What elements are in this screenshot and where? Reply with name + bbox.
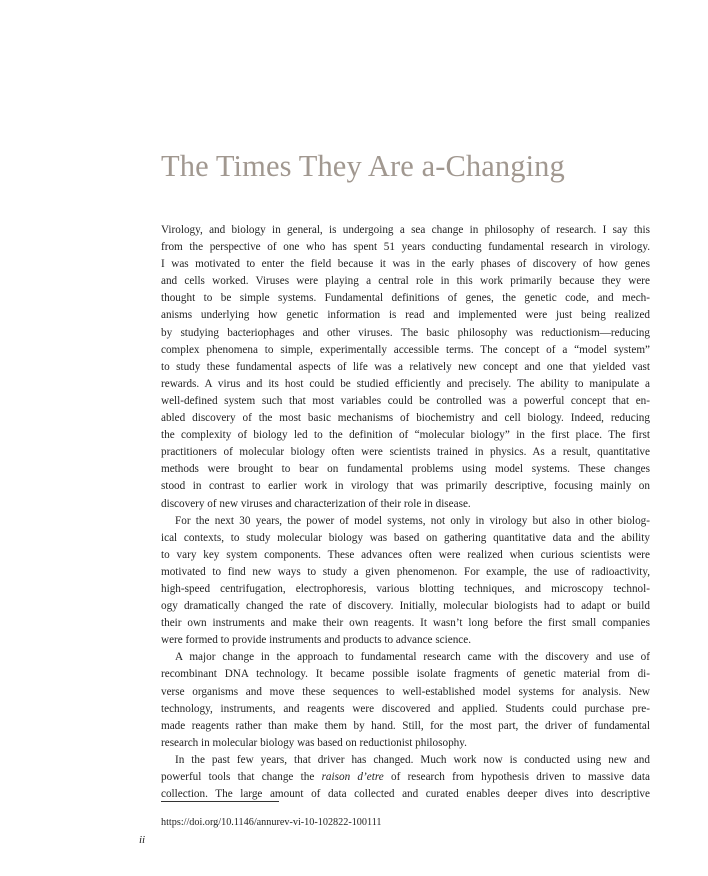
text-line: technology, instruments, and reagents were discovered and applied. Students could purchase pre-	[161, 702, 650, 715]
page-title: The Times They Are a-Changing	[161, 149, 565, 183]
text-line: Virology, and biology in general, is undergoing a sea change in philosophy of research. I say this	[161, 224, 650, 236]
text-line: ogy dramatically changed the rate of discovery. Initially, molecular biologists had to adapt or build	[161, 600, 650, 613]
doi-footnote: https://doi.org/10.1146/annurev-vi-10-102822-100111	[161, 817, 382, 828]
text-line: the complexity of biology led to the definition of “molecular biology” in the first place. The first	[161, 429, 650, 442]
text-line: their own instruments and make their own reagents. It wasn’t long before the first small companies	[161, 617, 650, 630]
text-line: methods were brought to bear on fundamental problems using model systems. These changes	[161, 463, 650, 476]
text-line: collection. The large amount of data collected and curated enables deeper dives into descriptive	[161, 788, 650, 801]
text-line: research in molecular biology was based on reductionist philosophy.	[161, 736, 467, 749]
text-line: I was motivated to enter the field because it was in the early phases of discovery of how genes	[161, 258, 650, 271]
text-line: to study these fundamental aspects of life was a relatively new concept and one that yielded vast	[161, 360, 650, 373]
text-line: to vary key system components. These advances often were realized when curious scientists were	[161, 548, 650, 561]
text-line: For the next 30 years, the power of model systems, not only in virology but also in other biolog-	[175, 514, 650, 527]
text-line: practitioners of molecular biology often were scientists trained in physics. As a result, quantitative	[161, 446, 650, 459]
text-line: verse organisms and move these sequences to well-established model systems for analysis. New	[161, 685, 650, 698]
text-line: were formed to provide instruments and products to advance science.	[161, 634, 472, 647]
text-line: A major change in the approach to fundamental research came with the discovery and use of	[175, 651, 650, 664]
text-line: motivated to find new ways to study a given phenomenon. For example, the use of radioactivity,	[161, 565, 650, 578]
text-line: and cells worked. Viruses were playing a central role in this work primarily because they were	[161, 275, 650, 288]
italic-phrase: raison d’etre	[321, 771, 384, 783]
text-line: In the past few years, that driver has changed. Much work now is conducted using new and	[175, 753, 650, 766]
text-line: thought to be simple systems. Fundamental definitions of genes, the genetic code, and mech-	[161, 292, 650, 305]
text-line: from the perspective of one who has spent 51 years conducting fundamental research in virology.	[161, 241, 650, 254]
text-line: ical contexts, to study molecular biology was based on gathering quantitative data and the ability	[161, 531, 650, 544]
footnote-rule	[161, 801, 279, 802]
body-text	[161, 222, 650, 803]
text-line: by studying bacteriophages and other viruses. The basic philosophy was reductionism—reducing	[161, 326, 650, 339]
text-line: made reagents rather than make them by hand. Still, for the most part, the driver of fundamental	[161, 719, 650, 732]
page-number: ii	[139, 834, 146, 846]
text-line: abled discovery of the most basic mechanisms of biochemistry and cell biology. Indeed, reducing	[161, 412, 650, 425]
paragraph-2	[161, 513, 650, 650]
text-line: well-defined system such that most variables could be controlled was a powerful concept that en-	[161, 394, 650, 407]
paragraph-1	[161, 222, 650, 513]
text-segment: powerful tools that change the	[161, 771, 322, 783]
text-line: complex phenomena to simple, experimentally accessible terms. The concept of a “model system”	[161, 343, 650, 356]
text-line: discovery of new viruses and characterization of their role in disease.	[161, 497, 471, 510]
text-line: recombinant DNA technology. It became possible isolate fragments of genetic material from di-	[161, 668, 650, 681]
text-line: high-speed centrifugation, electrophoresis, various blotting techniques, and microscopy technol-	[161, 582, 650, 595]
text-segment: of research from hypothesis driven to massive data	[383, 771, 650, 783]
text-line	[161, 769, 650, 786]
text-line: stood in contrast to earlier work in virology that was primarily descriptive, focusing mainly on	[161, 480, 650, 493]
text-line: rewards. A virus and its host could be studied efficiently and precisely. The ability to manipulate a	[161, 377, 650, 390]
text-line: anisms underlying how genetic information is read and implemented were just being realized	[161, 309, 650, 322]
paragraph-4	[161, 752, 650, 803]
paragraph-3	[161, 649, 650, 752]
